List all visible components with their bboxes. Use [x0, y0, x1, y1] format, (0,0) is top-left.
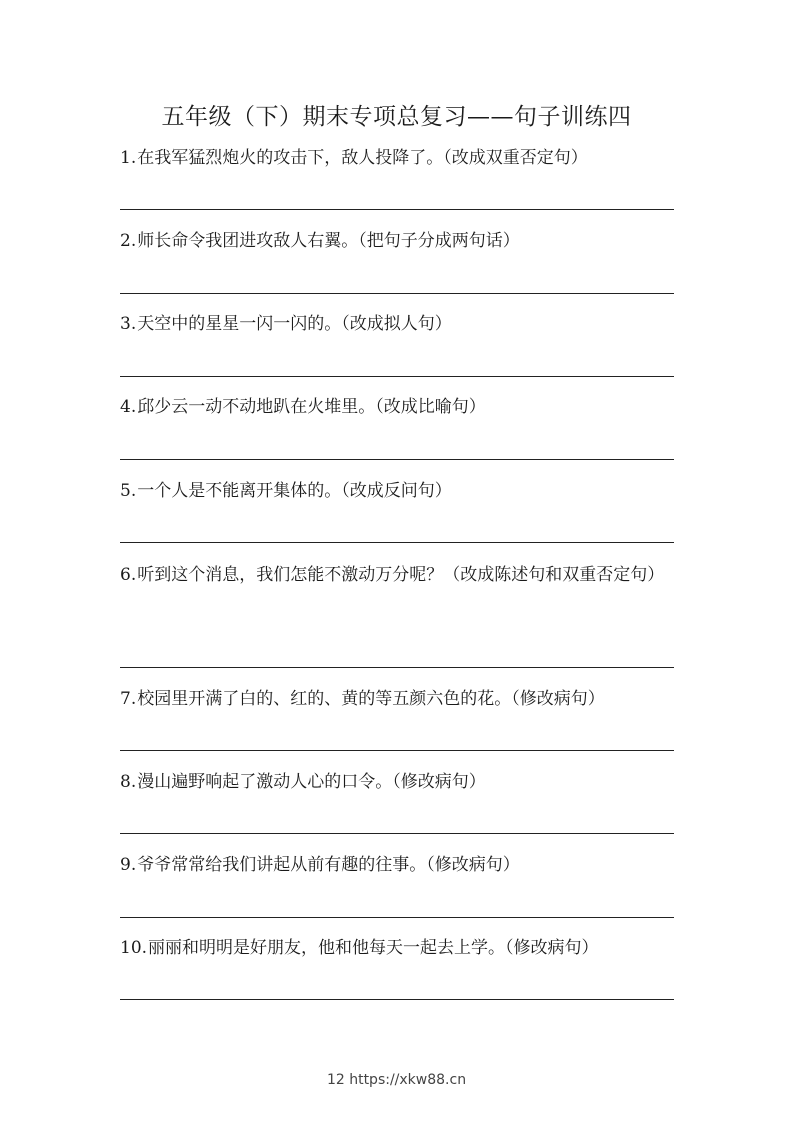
question-text: 听到这个消息，我们怎能不激动万分呢？（改成陈述句和双重否定句）: [137, 565, 665, 585]
page-footer: 12 https://xkw88.cn: [326, 1072, 467, 1088]
answer-line-8[interactable]: [120, 833, 674, 834]
question-text: 邱少云一动不动地趴在火堆里。（改成比喻句）: [137, 397, 486, 417]
question-number: 1.: [120, 148, 137, 168]
answer-line-2[interactable]: [120, 293, 674, 294]
question-text: 爷爷常常给我们讲起从前有趣的往事。（修改病句）: [137, 855, 520, 875]
answer-line-5[interactable]: [120, 542, 674, 543]
question-8: [120, 761, 676, 803]
question-number: 5.: [120, 481, 137, 501]
question-number: 6.: [120, 565, 137, 585]
question-number: 4.: [120, 397, 137, 417]
question-number: 8.: [120, 772, 137, 792]
answer-line-10[interactable]: [120, 999, 674, 1000]
question-number: 2.: [120, 231, 137, 251]
question-number: 7.: [120, 689, 137, 709]
question-text: 丽丽和明明是好朋友，他和他每天一起去上学。（修改病句）: [148, 938, 599, 958]
question-text: 师长命令我团进攻敌人右翼。（把句子分成两句话）: [137, 231, 520, 251]
question-7: [120, 678, 676, 720]
question-number: 3.: [120, 314, 137, 334]
question-6: [120, 554, 676, 596]
question-number: 9.: [120, 855, 137, 875]
page-title: 五年级（下）期末专项总复习——句子训练四: [161, 104, 632, 130]
answer-line-1[interactable]: [120, 209, 674, 210]
question-text: 在我军猛烈炮火的攻击下，敌人投降了。（改成双重否定句）: [137, 148, 588, 168]
question-3: [120, 303, 676, 345]
question-9: [120, 844, 676, 886]
question-text: 天空中的星星一闪一闪的。（改成拟人句）: [137, 314, 452, 334]
answer-line-9[interactable]: [120, 917, 674, 918]
answer-line-6[interactable]: [120, 667, 674, 668]
question-10: [120, 927, 676, 969]
answer-line-3[interactable]: [120, 376, 674, 377]
question-text: 一个人是不能离开集体的。（改成反问句）: [137, 481, 452, 501]
answer-line-4[interactable]: [120, 459, 674, 460]
question-text: 校园里开满了白的、红的、黄的等五颜六色的花。（修改病句）: [137, 689, 605, 709]
question-2: [120, 220, 676, 262]
answer-line-7[interactable]: [120, 750, 674, 751]
question-text: 漫山遍野响起了激动人心的口令。（修改病句）: [137, 772, 486, 792]
question-4: [120, 386, 676, 428]
question-number: 10.: [120, 938, 148, 958]
question-1: [120, 137, 676, 179]
question-5: [120, 470, 676, 512]
